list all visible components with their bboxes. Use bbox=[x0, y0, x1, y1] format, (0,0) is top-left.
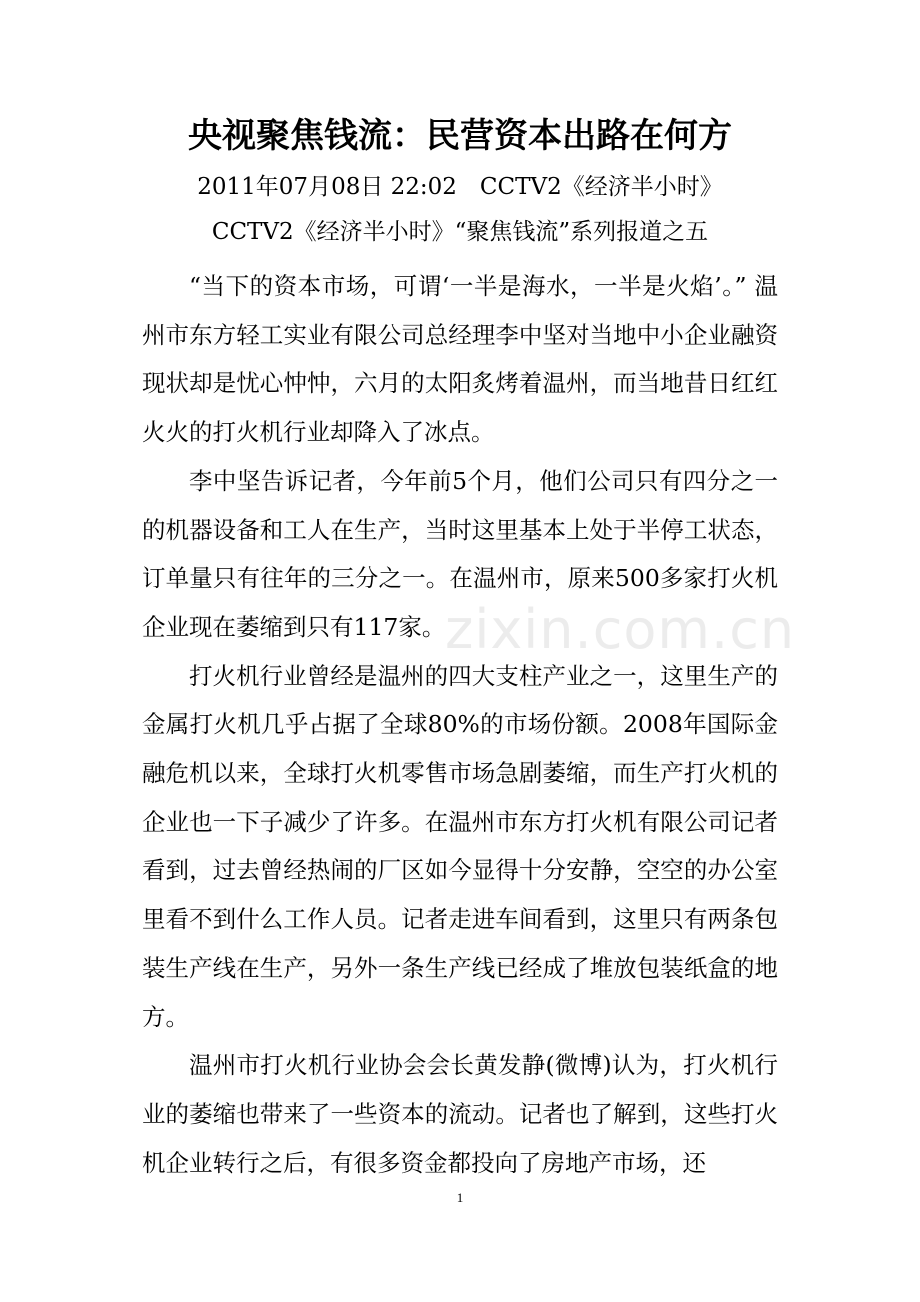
publish-meta: 2011年07月08日 22:02 CCTV2《经济半小时》 bbox=[197, 174, 723, 200]
page-number: 1 bbox=[456, 1190, 464, 1205]
paragraph-1: “当下的资本市场，可谓‘一半是海水，一半是火焰’。” 温州市东方轻工实业有限公司总经理李中坚对当地中小企业融资现状却是忧心忡忡，六月的太阳炙烤着温州，而当地昔日红红火火的打火机行业却降入了冰点。 bbox=[142, 272, 778, 447]
paragraph-3: 打火机行业曾经是温州的四大支柱产业之一，这里生产的金属打火机几乎占据了全球80%的市场份额。2008年国际金融危机以来，全球打火机零售市场急剧萎缩，而生产打火机的企业也一下子减少了许多。在温州市东方打火机有限公司记者看到，过去曾经热闹的厂区如今显得十分安静，空空的办公室里看不到什么工作人员。记者走进车间看到，这里只有两条包装生产线在生产，另外一条生产线已经成了堆放包装纸盒的地方。 bbox=[142, 661, 778, 1031]
series-line: CCTV2《经济半小时》“聚焦钱流”系列报道之五 bbox=[211, 219, 709, 245]
article-body bbox=[142, 262, 778, 1187]
article-title: 央视聚焦钱流：民营资本出路在何方 bbox=[188, 116, 732, 156]
paragraph-2: 李中坚告诉记者，今年前5个月，他们公司只有四分之一的机器设备和工人在生产，当时这里基本上处于半停工状态，订单量只有往年的三分之一。在温州市，原来500多家打火机企业现在萎缩到只有117家。 bbox=[142, 466, 778, 641]
paragraph-4: 温州市打火机行业协会会长黄发静(微博)认为，打火机行业的萎缩也带来了一些资本的流动。记者也了解到，这些打火机企业转行之后，有很多资金都投向了房地产市场，还 bbox=[142, 1051, 778, 1177]
watermark: zixin.com.cn bbox=[445, 598, 796, 661]
